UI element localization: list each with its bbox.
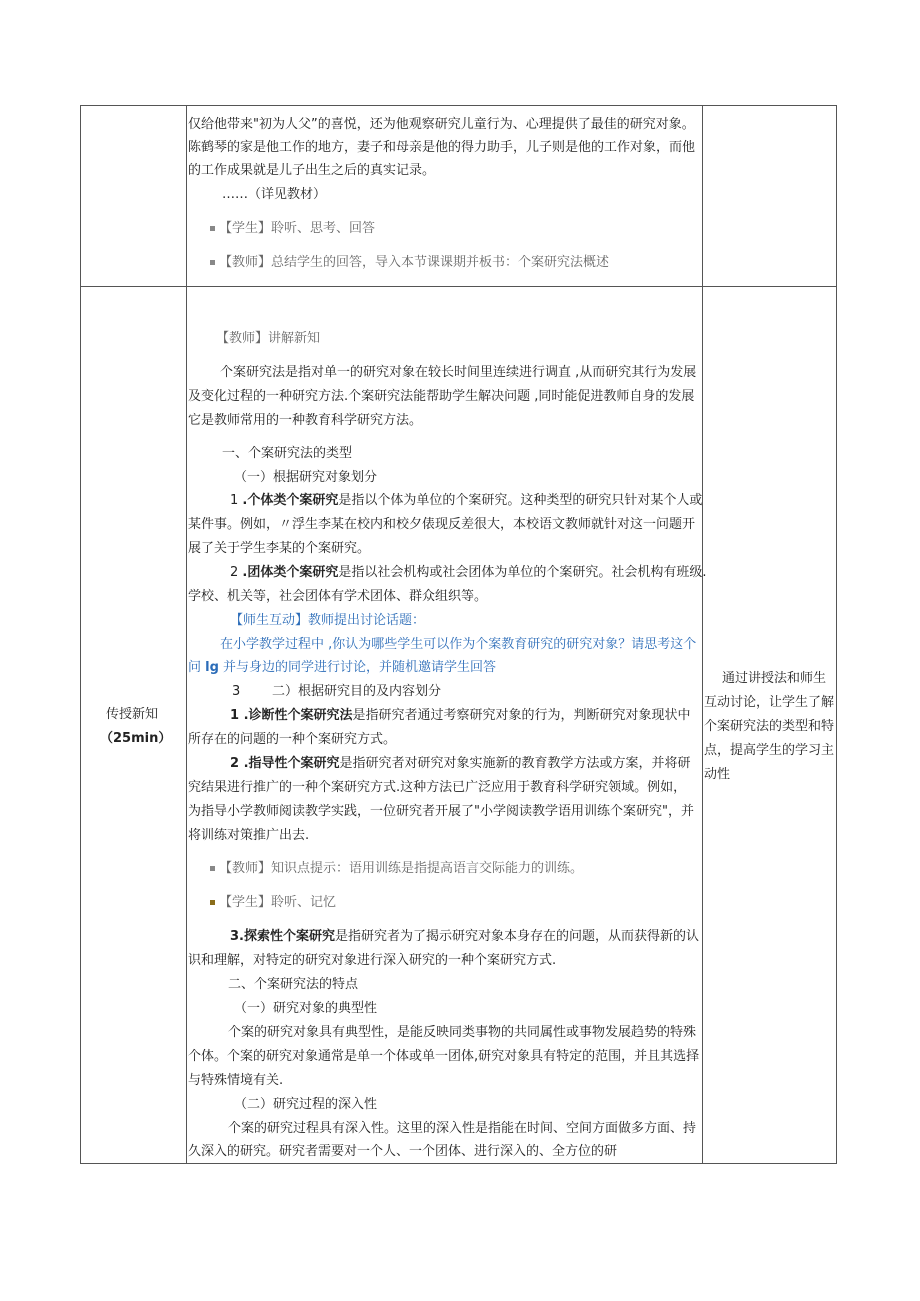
col-divider-1 [186, 105, 187, 1164]
teacher-intro: 【教师】讲解新知 [216, 331, 321, 346]
f2-line-1: 个案的研究过程具有深入性。这里的深入性是指能在时间、空间方面做多方面、持 [228, 1121, 697, 1136]
goal-line-4: 点，提高学生的学习主 [704, 743, 835, 758]
section-title: 传授新知 [106, 707, 159, 722]
heading-depth: （二）研究过程的深入性 [234, 1097, 378, 1112]
item2-line-2: 学校、机关等，社会团体有学术团体、群众组织等。 [188, 589, 488, 604]
item1-line-3: 展了关于学生李某的个案研究。 [188, 541, 371, 556]
f1-line-3: 与特殊情境有关. [188, 1073, 284, 1088]
interaction-line-2: 问 lg 并与身边的同学进行讨论，并随机邀请学生回答 [188, 660, 497, 675]
heading-features: 二、个案研究法的特点 [228, 977, 359, 992]
goal-line-1: 通过讲授法和师生 [722, 671, 827, 686]
explore-line-2: 识和理解，对特定的研究对象进行深入研究的一种个案研究方式. [188, 953, 557, 968]
item1-line-1: 1 .个体类个案研究是指以个体为单位的个案研究。这种类型的研究只针对某个人或 [230, 493, 703, 508]
bullet-square-icon [210, 866, 215, 871]
row1-line-2: 陈鹤琴的家是他工作的地方，妻子和母亲是他的得力助手，儿子则是他的工作对象，而他 [188, 140, 696, 155]
guide-line-1: 2 .指导性个案研究是指研究者对研究对象实施新的教育教学方法或方案，并将研 [230, 756, 691, 771]
interaction-line-1: 在小学教学过程中 ,你认为哪些学生可以作为个案教育研究的研究对象？请思考这个 [220, 637, 697, 652]
bullet-square-icon [210, 226, 215, 231]
diag-line-2: 所存在的问题的一种个案研究方式。 [188, 732, 397, 747]
col-divider-2 [702, 105, 703, 1164]
table-right-border [836, 105, 837, 1164]
heading-typical: （一）研究对象的典型性 [234, 1001, 378, 1016]
heading-by-purpose-num: 3 [232, 684, 241, 699]
f1-line-1: 个案的研究对象具有典型性，是能反映同类事物的共同属性或事物发展趋势的特殊 [228, 1025, 697, 1040]
row1-student: 【学生】聆听、思考、回答 [210, 220, 375, 238]
student2-line: 【学生】聆听、记忆 [210, 894, 336, 912]
f1-line-2: 个体。个案的研究对象通常是单一个体或单一团体,研究对象具有特定的范围，并且其选择 [188, 1049, 700, 1064]
row-divider [80, 286, 837, 287]
heading-by-object: （一）根据研究对象划分 [234, 470, 378, 485]
goal-line-3: 个案研究法的类型和特 [704, 719, 835, 734]
section-time: （25min） [100, 731, 172, 746]
table-bottom-border [80, 1163, 837, 1164]
tip-line: 【教师】知识点提示：语用训练是指提高语言交际能力的训练。 [210, 860, 583, 878]
row1-line-4: ……（详见教材） [222, 187, 327, 202]
p1-line-1: 个案研究法是指对单一的研究对象在较长时间里连续进行调直 ,从而研究其行为发展 [220, 365, 697, 380]
table-left-border [80, 105, 81, 1164]
p1-line-3: 它是教师常用的一种教育科学研究方法。 [188, 413, 423, 428]
p1-line-2: 及变化过程的一种研究方法.个案研究法能帮助学生解决问题 ,同时能促进教师自身的发展 [188, 389, 695, 404]
goal-line-2: 互动讨论，让学生了解 [704, 695, 835, 710]
goal-line-5: 动性 [704, 767, 731, 782]
row1-teacher: 【教师】总结学生的回答，导入本节课课期并板书：个案研究法概述 [210, 254, 609, 272]
heading-types: 一、个案研究法的类型 [222, 446, 353, 461]
explore-line-1: 3.探索性个案研究是指研究者为了揭示研究对象本身存在的问题，从而获得新的认 [230, 929, 699, 944]
guide-line-3: 为指导小学教师阅读教学实践，一位研究者开展了"小学阅读教学语用训练个案研究"，并 [188, 804, 694, 819]
interaction-title: 【师生互动】教师提出讨论话题： [230, 613, 426, 628]
bullet-square-icon [210, 900, 215, 905]
guide-line-2: 究结果进行推广的一种个案研究方式.这种方法已广泛应用于教育科学研究领域。例如， [188, 780, 687, 795]
item2-line-1: 2 .团体类个案研究是指以社会机构或社会团体为单位的个案研究。社会机构有班级. [230, 565, 707, 580]
guide-line-4: 将训练对策推广出去. [188, 828, 310, 843]
table-top-border [80, 105, 837, 106]
row1-line-1: 仅给他带来"初为人父”的喜悦，还为他观察研究儿童行为、心理提供了最佳的研究对象。 [188, 117, 695, 132]
row1-line-3: 的工作成果就是儿子出生之后的真实记录。 [188, 163, 436, 178]
diag-line-1: 1 .诊断性个案研究法是指研究者通过考察研究对象的行为，判断研究对象现状中 [230, 708, 691, 723]
f2-line-2: 久深入的研究。研究者需要对一个人、一个团体、进行深入的、全方位的研 [188, 1144, 618, 1159]
bullet-square-icon [210, 260, 215, 265]
item1-line-2: 某件事。例如，〃浮生李某在校内和校夕俵现反差很大，本校语文教师就针对这一问题开 [188, 517, 696, 532]
heading-by-purpose: 二）根据研究目的及内容划分 [272, 684, 442, 699]
